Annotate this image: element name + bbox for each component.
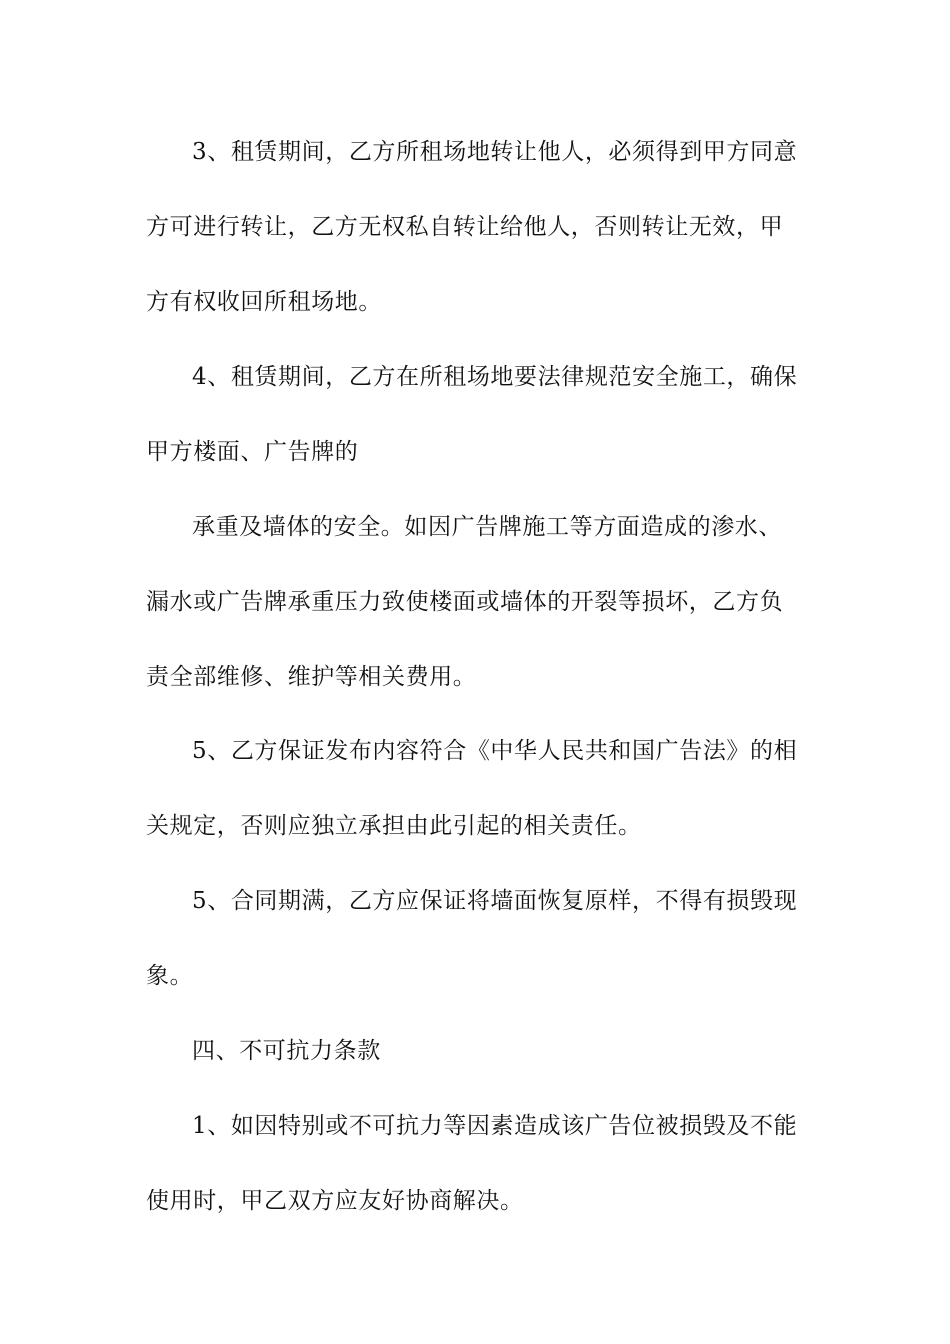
clause-4-cont-line-3: 责全部维修、维护等相关费用。 [146, 664, 477, 690]
clause-4-line-1: 4、租赁期间，乙方在所租场地要法律规范安全施工，确保 [192, 364, 798, 390]
clause-5b-line-1: 5、合同期满，乙方应保证将墙面恢复原样，不得有损毁现 [192, 888, 798, 914]
clause-4-cont-line-1: 承重及墙体的安全。如因广告牌施工等方面造成的渗水、 [192, 514, 782, 540]
clause-5a-line-1: 5、乙方保证发布内容符合《中华人民共和国广告法》的相 [192, 738, 798, 764]
clause-3-line-3: 方有权收回所租场地。 [146, 289, 382, 315]
clause-5a-line-2: 关规定，否则应独立承担由此引起的相关责任。 [146, 813, 642, 839]
clause-4-line-2: 甲方楼面、广告牌的 [146, 439, 359, 465]
force-majeure-clause-1-line-2: 使用时，甲乙双方应友好协商解决。 [146, 1188, 524, 1214]
clause-3-line-2: 方可进行转让，乙方无权私自转让给他人，否则转让无效，甲 [146, 214, 784, 240]
section-heading: 四、不可抗力条款 [192, 1038, 381, 1064]
force-majeure-clause-1-line-1: 1、如因特别或不可抗力等因素造成该广告位被损毁及不能 [192, 1113, 798, 1139]
clause-4-cont-line-2: 漏水或广告牌承重压力致使楼面或墙体的开裂等损坏，乙方负 [146, 589, 784, 615]
clause-5b-line-2: 象。 [146, 963, 194, 989]
clause-3-line-1: 3、租赁期间，乙方所租场地转让他人，必须得到甲方同意 [192, 139, 798, 165]
